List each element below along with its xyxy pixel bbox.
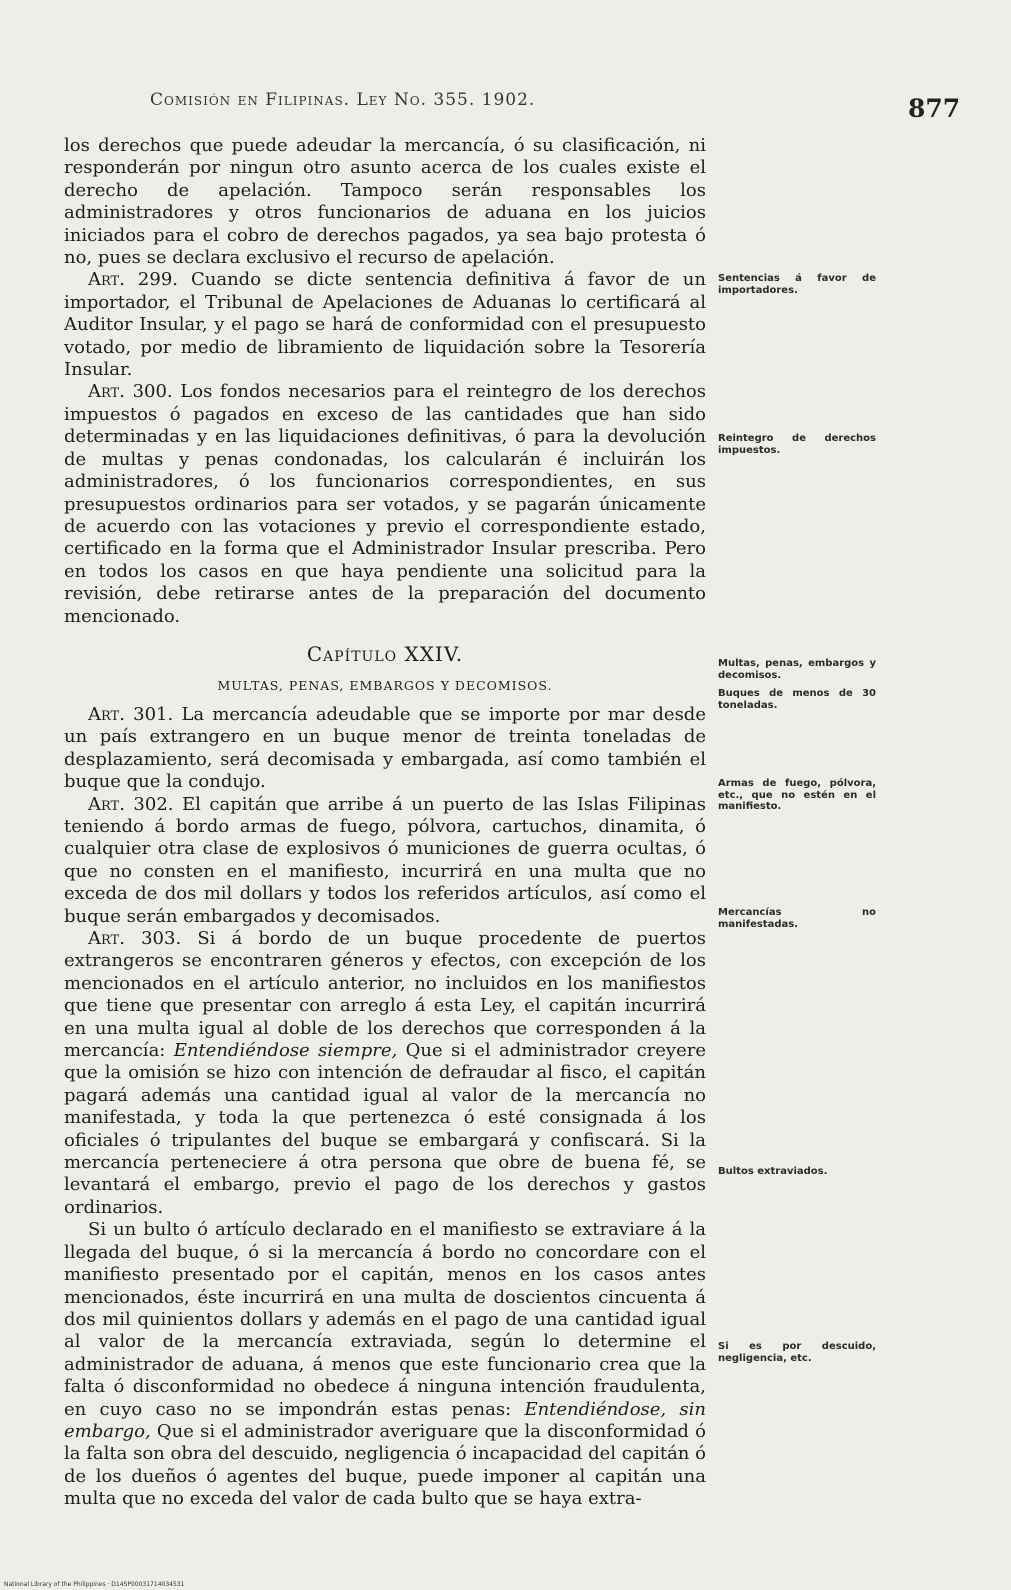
article-300 — [64, 381, 706, 627]
margin-note-reintegro: Reintegro de derechos impuestos. — [718, 433, 876, 456]
page-number: 877 — [908, 94, 961, 123]
article-label: Art. 300. — [88, 381, 173, 403]
italic-proviso: Entendiéndose, sin embargo, — [64, 1398, 707, 1442]
running-head: Comisión en Filipinas. Ley No. 355. 1902. — [150, 90, 536, 110]
article-302 — [64, 794, 706, 928]
paragraph-continuation: los derechos que puede adeudar la mercancía, ó su clasificación, ni responderán por ningun otro asunto acerca de los cuales existe el derecho de apelación. Tampoco serán responsables los administradores y otros funcionarios de aduana en los juicios iniciados para el cobro de derechos pagados, ya sea bajo protesta ó no, pues se declara exclusivo el recurso de apelación. — [64, 135, 706, 269]
article-text: El capitán que arribe á un puerto de las Islas Filipinas teniendo á bordo armas de fuego, pólvora, cartuchos, dinamita, ó cualquier otra clase de explosivos ó municiones de guerra ocultas, ó que no consten en el manifiesto, incurrirá en una multa que no exceda de dos mil dollars y todos los referidos artículos, así como el buque serán embargados y decomisados. — [64, 793, 706, 927]
article-299 — [64, 269, 706, 381]
paragraph-bultos — [64, 1219, 706, 1510]
article-text: Que si el administrador creyere que la omisión se hizo con intención de defraudar al fisco, el capitán pagará además una cantidad igual al valor de la mercancía no manifestada, y toda la que pertenezca ó esté consignada á los oficiales ó tripulantes del buque se embargará y confiscará. Si la mercancía perteneciere á otra persona que obre de buena fé, se levantará el embargo, previo el pago de los derechos y gastos ordinarios. — [64, 1040, 706, 1218]
article-303 — [64, 928, 706, 1219]
article-301 — [64, 704, 706, 794]
italic-proviso: Entendiéndose siempre, — [173, 1040, 398, 1062]
main-text-column — [64, 135, 706, 1511]
article-label: Art. 303. — [88, 928, 182, 949]
margin-note-sentencias: Sentencias á favor de importadores. — [718, 273, 876, 296]
article-label: Art. 302. — [88, 793, 174, 815]
margin-note-bultos: Bultos extraviados. — [718, 1166, 828, 1177]
paragraph-text: Si un bulto ó artículo declarado en el manifiesto se extraviare á la llegada del buque, ó si la mercancía á bordo no concordare con el manifiesto presentado por el capitán, menos en los casos antes mencionados, éste incurrirá en una multa de doscientos cincuenta á dos mil quinientos dollars y además en el pago de una cantidad igual al valor de la mercancía extraviada, según lo determine el administrador de aduana, á menos que este funcionario crea que la falta ó disconformidad no obedece á ninguna intención fraudulenta, en cuyo caso no se impondrán estas penas: — [64, 1219, 706, 1420]
chapter-subtitle: MULTAS, PENAS, EMBARGOS Y DECOMISOS. — [217, 677, 553, 693]
article-text: Cuando se dicte sentencia definitiva á favor de un importador, el Tribunal de Apelaciones de Aduanas lo certificará al Auditor Insular, y el pago se hará de conformidad con el presupuesto votado, por medio de libramiento de liquidación sobre la Tesorería Insular. — [64, 269, 706, 381]
article-text: Si á bordo de un buque procedente de puertos extrangeros se encontraren géneros y efectos, con excepción de los mencionados en el artículo anterior, no incluidos en los manifiestos que tiene que presentar con arreglo á esta Ley, el capitán incurrirá en una multa igual al doble de los derechos que corresponden á la mercancía: — [64, 928, 706, 1062]
margin-note-multas: Multas, penas, embargos y decomisos. — [718, 658, 876, 681]
margin-note-mercancias: Mercancías no manifestadas. — [718, 907, 876, 930]
margin-note-armas: Armas de fuego, pólvora, etc., que no estén en el manifiesto. — [718, 778, 876, 812]
article-text: Los fondos necesarios para el reintegro de los derechos impuestos ó pagados en exceso de las cantidades que han sido determinadas y en las liquidaciones definitivas, ó para la devolución de multas y penas condonadas, los calcularán é incluirán los administradores, ó los funcionarios correspondientes, en sus presupuestos ordinarios para ser votados, y se pagarán únicamente de acuerdo con las votaciones y previo el correspondiente estado, certificado en la forma que el Administrador Insular prescriba. Pero en todos los casos en que haya pendiente una solicitud para la revisión, debe retirarse antes de la preparación del documento mencionado. — [64, 381, 706, 627]
article-text: La mercancía adeudable que se importe por mar desde un país extrangero en un buque menor de treinta toneladas de desplazamiento, será decomisada y embargada, así como también el buque que la condujo. — [64, 703, 706, 793]
margin-note-descuido: Si es por descuido, negligencia, etc. — [718, 1341, 876, 1364]
margin-note-buques: Buques de menos de 30 toneladas. — [718, 688, 876, 711]
footer-credit: National Library of the Philippines · D14SP00031714034531 — [4, 1581, 185, 1588]
paragraph-text: Que si el administrador averiguare que la disconformidad ó la falta son obra del descuido, negligencia ó incapacidad del capitán ó de los dueños ó agentes del buque, puede imponer al capitán una multa que no exceda del valor de cada bulto que se haya extra- — [64, 1420, 706, 1510]
article-label: Art. 301. — [88, 703, 174, 725]
article-label: Art. 299. — [88, 269, 178, 291]
chapter-title: Capítulo XXIV. — [306, 641, 464, 666]
